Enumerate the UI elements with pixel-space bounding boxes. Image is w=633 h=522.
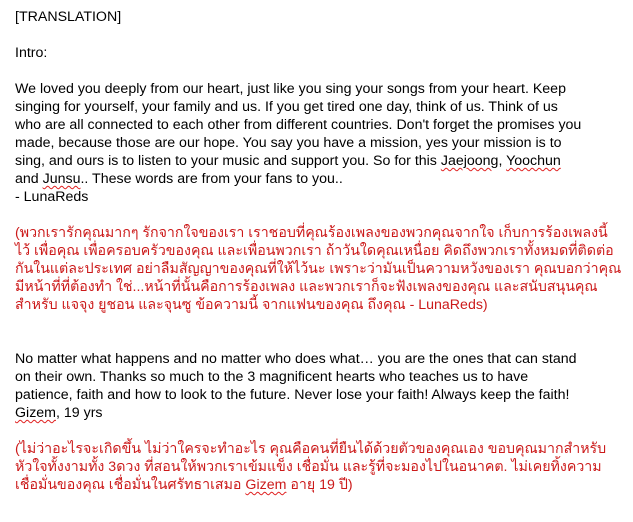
text-line [15,170,627,188]
text-line: made, because those are our hope. You say you have a mission, yes your mission is to [15,135,562,151]
thai-line: ไว้ เพื่อคุณ เพื่อครอบครัวของคุณ และเพื่อนพวกเรา ถ้าวันใดคุณเหนื่อย คิดถึงพวกเราทั้งหมดที่ติดต่อ [15,243,614,259]
text-line: who are all connected to each other from different countries. Don't forget the promises you [15,117,582,133]
text-line: We loved you deeply from our heart, just like you sing your songs from your heart. Keep [15,81,566,97]
text-segment: อายุ 19 ปี) [286,477,353,493]
text-line: No matter what happens and no matter who does what… you are the ones that can stand [15,351,577,367]
english-message-2 [15,350,627,422]
text-segment: เชื่อมั่นของคุณ เชื่อมั่นในศรัทธาเสมอ [15,477,246,493]
english-message-1 [15,80,627,206]
intro-label: Intro: [15,45,48,61]
thai-line [15,476,627,494]
thai-line: (พวกเรารักคุณมากๆ รักจากใจของเรา เราชอบที่คุณร้องเพลงของพวกคุณจากใจ เก็บการร้องเพลงนี้ [15,225,608,241]
thai-line: มีหน้าที่ที่ต้องทำ ใช่...หน้าที่นั้นคือการร้องเพลง และพวกเราก็จะฟังเพลงของคุณ และสนับสนุนคุณ [15,279,598,295]
signature: - LunaReds [15,189,89,205]
text-line: patience, faith and how to look to the future. Never lose your faith! Always keep the faith! [15,387,570,403]
name-gizem-thai: Gizem [245,477,287,493]
thai-line: (ไม่ว่าอะไรจะเกิดขึ้น ไม่ว่าใครจะทำอะไร คุณคือคนที่ยืนได้ด้วยตัวของคุณเอง ขอบคุณมากสำหรับ [15,441,607,457]
thai-line: สำหรับ แจจุง ยูชอน และจุนซู ข้อความนี้ จากแฟนของคุณ ถึงคุณ - LunaReds) [15,297,488,313]
text-line [15,152,627,170]
text-segment: and [15,171,43,187]
spacer [15,62,627,80]
thai-line: หัวใจทั้งงามทั้ง 3ดวง ที่สอนให้พวกเราเข้มแข็ง เชื่อมั่น และรู้ที่จะมองไปในอนาคต. ไม่เคยทิ้งความ [15,459,602,475]
spacer [15,26,627,44]
name-jaejoong: Jaejoong [440,153,499,169]
heading: [TRANSLATION] [15,9,122,25]
text-segment: sing, and ours is to listen to your music and support you. So for this [15,153,441,169]
thai-message-1 [15,224,627,314]
spacer [15,422,627,440]
text-segment: , [498,153,507,169]
text-segment: , 19 yrs [56,405,103,421]
text-segment: .. These words are from your fans to you.. [80,171,343,187]
name-gizem: Gizem [15,405,56,421]
thai-message-2 [15,440,627,494]
spacer [15,206,627,224]
name-yoochun: Yoochun [506,153,561,169]
text-line: on their own. Thanks so much to the 3 magnificent hearts who teaches us to have [15,369,529,385]
thai-line: กันในแต่ละประเทศ อย่าลืมสัญญาของคุณที่ให้ไว้นะ เพราะว่ามันเป็นความหวังของเรา คุณบอกว่าคุณ [15,261,622,277]
spacer [15,314,627,350]
text-line: singing for yourself, your family and us. If you get tired one day, think of us. Think of us [15,99,558,115]
name-junsu: Junsu [42,171,81,187]
text-line [15,404,627,422]
